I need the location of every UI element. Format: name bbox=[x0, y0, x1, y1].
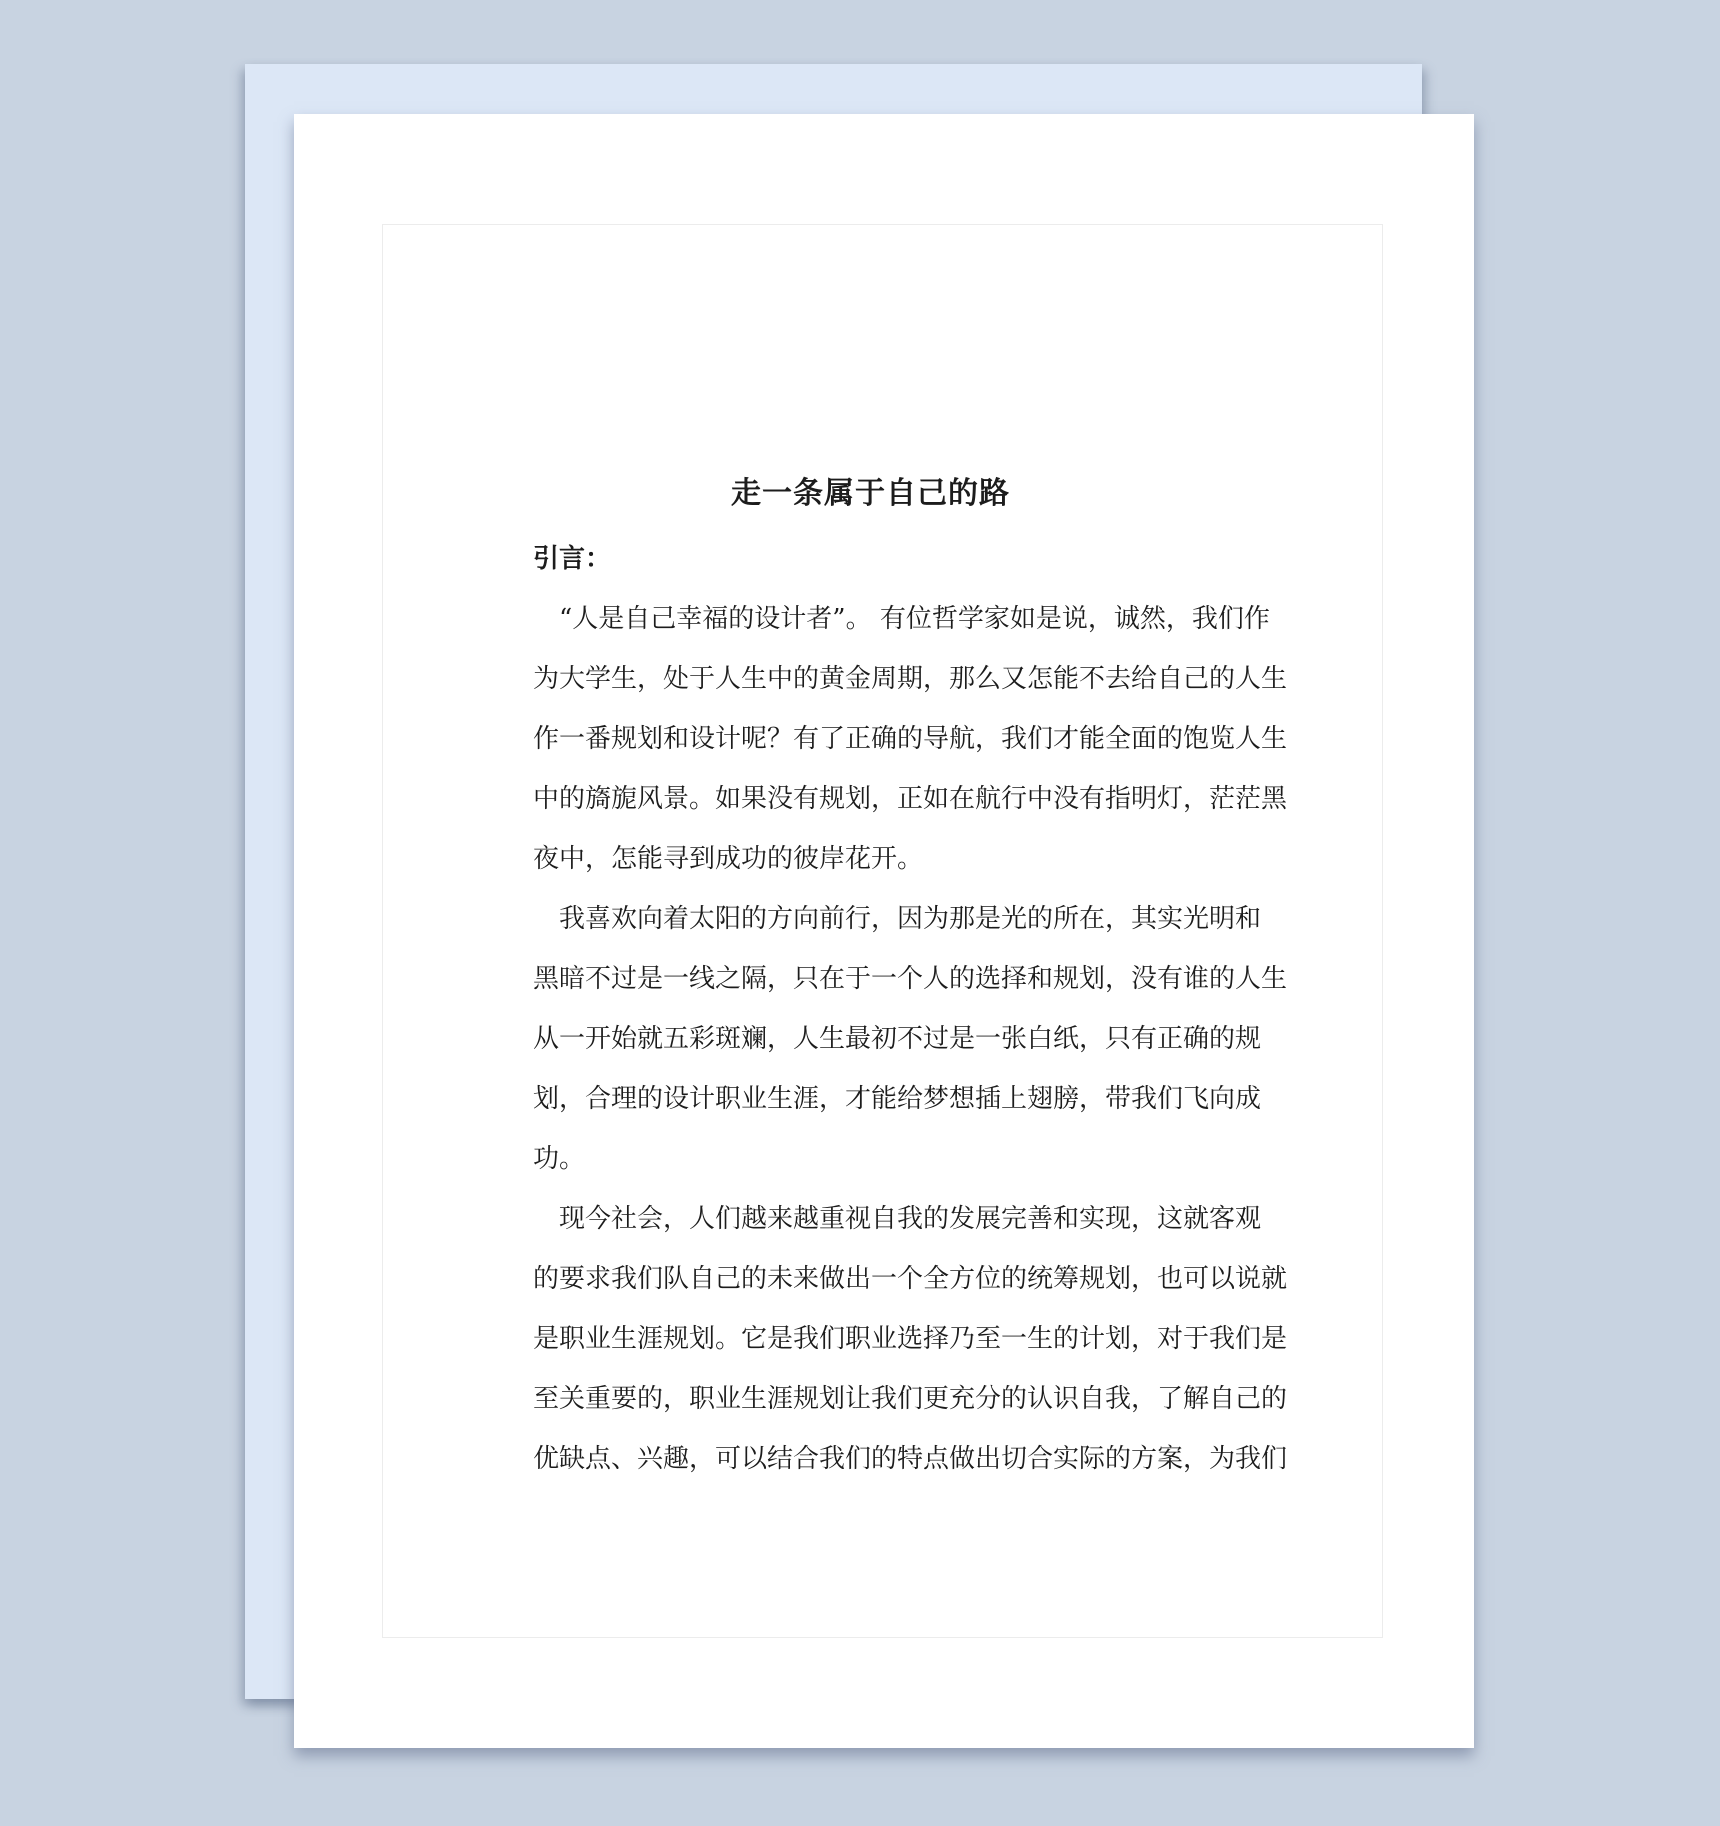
text-line: 我喜欢向着太阳的方向前行，因为那是光的所在，其实光明和 bbox=[559, 904, 1262, 934]
text-line: 从一开始就五彩斑斓，人生最初不过是一张白纸，只有正确的规 bbox=[533, 1024, 1262, 1054]
text-line: 是职业生涯规划。它是我们职业选择乃至一生的计划，对于我们是 bbox=[533, 1324, 1288, 1354]
document-body bbox=[533, 464, 1288, 1489]
paragraph bbox=[533, 589, 1288, 889]
text-line: 夜中，怎能寻到成功的彼岸花开。 bbox=[533, 844, 924, 874]
text-line: “人是自己幸福的设计者”。 有位哲学家如是说，诚然，我们作 bbox=[559, 604, 1270, 634]
paragraphs-container bbox=[533, 589, 1288, 1489]
text-line: 作一番规划和设计呢？有了正确的导航，我们才能全面的饱览人生 bbox=[533, 724, 1288, 754]
text-line: 划，合理的设计职业生涯，才能给梦想插上翅膀，带我们飞向成 bbox=[533, 1084, 1262, 1114]
intro-label: 引言： bbox=[533, 544, 612, 574]
text-line: 现今社会，人们越来越重视自我的发展完善和实现，这就客观 bbox=[559, 1204, 1262, 1234]
text-line: 为大学生，处于人生中的黄金周期，那么又怎能不去给自己的人生 bbox=[533, 664, 1288, 694]
text-line: 优缺点、兴趣，可以结合我们的特点做出切合实际的方案，为我们 bbox=[533, 1444, 1288, 1474]
text-line: 至关重要的，职业生涯规划让我们更充分的认识自我，了解自己的 bbox=[533, 1384, 1288, 1414]
paragraph bbox=[533, 889, 1288, 1189]
text-line: 黑暗不过是一线之隔，只在于一个人的选择和规划，没有谁的人生 bbox=[533, 964, 1288, 994]
text-line: 功。 bbox=[533, 1144, 586, 1174]
text-line: 的要求我们队自己的未来做出一个全方位的统筹规划，也可以说就 bbox=[533, 1264, 1288, 1294]
text-line: 中的旖旎风景。如果没有规划，正如在航行中没有指明灯，茫茫黑 bbox=[533, 784, 1288, 814]
paragraph bbox=[533, 1189, 1288, 1489]
document-page bbox=[294, 114, 1474, 1748]
document-title: 走一条属于自己的路 bbox=[731, 476, 1010, 511]
